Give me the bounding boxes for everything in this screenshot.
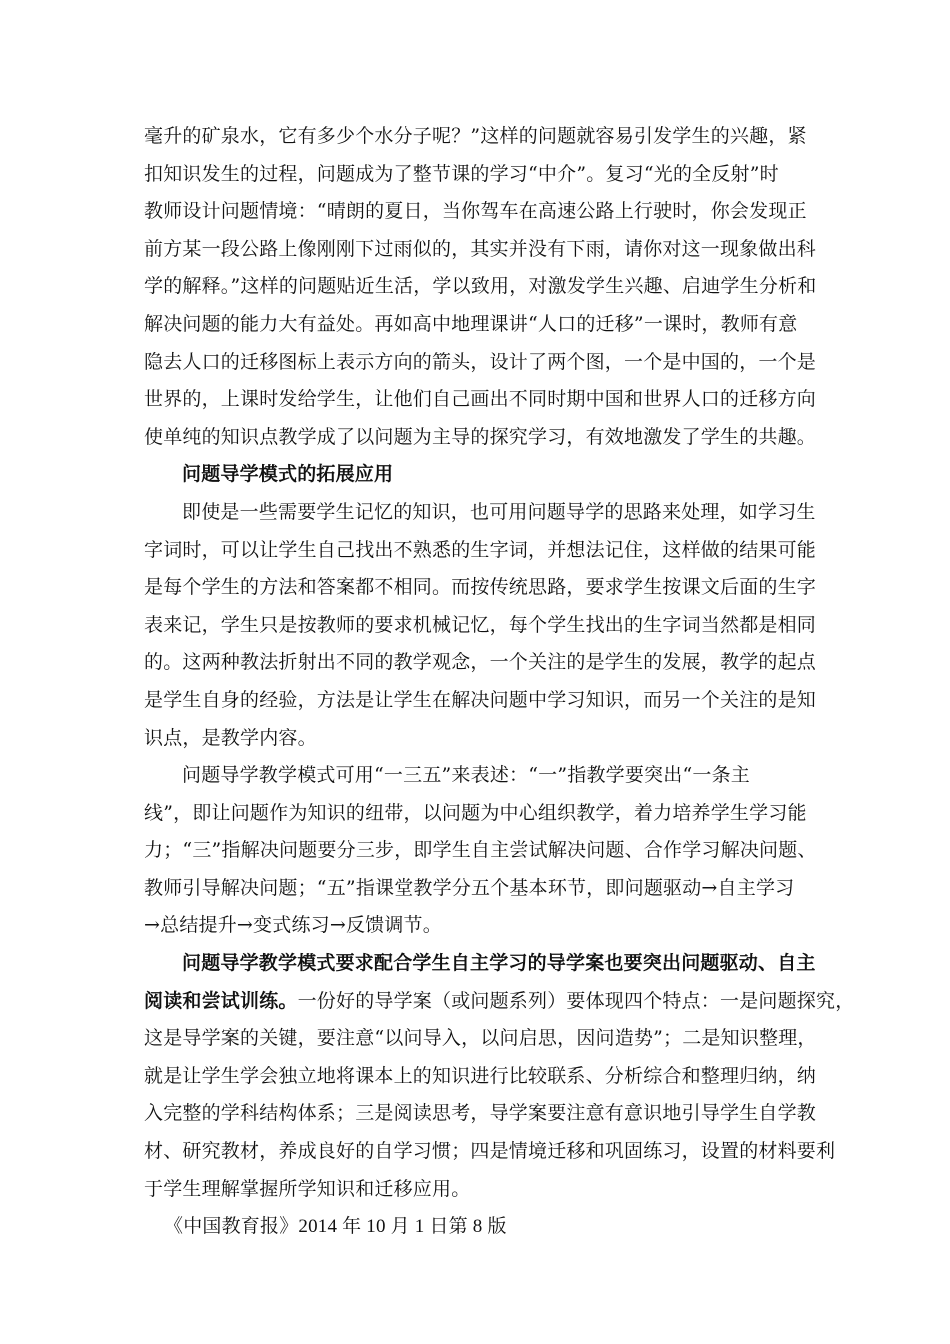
text-span: 一份好的导学案（或问题系列）要体现四个特点：一是问题探究， — [297, 989, 855, 1012]
paragraph-1 — [144, 118, 824, 456]
text-line: 字词时，可以让学生自己找出不熟悉的生字词，并想法记住，这样做的结果可能 — [144, 538, 817, 561]
text-line — [144, 983, 855, 1021]
paragraph-2 — [144, 494, 824, 757]
section-heading: 问题导学模式的拓展应用 — [182, 463, 394, 486]
text-line: 线”，即让问题作为知识的纽带，以问题为中心组织教学，着力培养学生学习能 — [144, 801, 807, 824]
text-line: 于学生理解掌握所学知识和迁移应用。 — [144, 1177, 471, 1200]
text-line: 前方某一段公路上像刚刚下过雨似的，其实并没有下雨，请你对这一现象做出科 — [144, 237, 817, 260]
text-line: 是学生自身的经验，方法是让学生在解决问题中学习知识，而另一个关注的是知 — [144, 688, 817, 711]
paragraph-3 — [144, 757, 824, 945]
source-citation: 《中国教育报》2014 年 10 月 1 日第 8 版 — [164, 1216, 507, 1238]
text-line: 材、研究教材，养成良好的自学习惯；四是情境迁移和巩固练习，设置的材料要利 — [144, 1140, 836, 1163]
text-line: 世界的，上课时发给学生，让他们自己画出不同时期中国和世界人口的迁移方向 — [144, 388, 817, 411]
document-page — [144, 118, 855, 1246]
text-line: 扣知识发生的过程，问题成为了整节课的学习“中介”。复习“光的全反射”时 — [144, 162, 779, 185]
text-line: 就是让学生学会独立地将课本上的知识进行比较联系、分析综合和整理归纳，纳 — [144, 1064, 817, 1087]
text-line: 解决问题的能力大有益处。再如高中地理课讲“人口的迁移”一课时，教师有意 — [144, 312, 798, 335]
text-line: →总结提升→变式练习→反馈调节。 — [144, 914, 442, 937]
text-line: 隐去人口的迁移图标上表示方向的箭头，设计了两个图，一个是中国的，一个是 — [144, 350, 817, 373]
text-line: 即使是一些需要学生记忆的知识，也可用问题导学的思路来处理，如学习生 — [182, 500, 816, 523]
text-line: 这是导学案的关键，要注意“以问导入，以问启思，因问造势”；二是知识整理， — [144, 1027, 817, 1050]
text-line: 教师引导解决问题；“五”指课堂教学分五个基本环节，即问题驱动→自主学习 — [144, 876, 795, 899]
paragraph-4 — [144, 945, 855, 1208]
text-line: 问题导学教学模式可用“一三五”来表述：“一”指教学要突出“一条主 — [182, 764, 750, 787]
text-line: 毫升的矿泉水，它有多少个水分子呢？”这样的问题就容易引发学生的兴趣，紧 — [144, 125, 807, 147]
text-line: 入完整的学科结构体系；三是阅读思考，导学案要注意有意识地引导学生自学教 — [144, 1102, 817, 1125]
bold-lead-text: 阅读和尝试训练。 — [144, 989, 298, 1012]
text-line: 使单纯的知识点教学成了以问题为主导的探究学习，有效地激发了学生的共趣。 — [144, 425, 817, 448]
text-line: 学的解释。”这样的问题贴近生活，学以致用，对激发学生兴趣、启迪学生分析和 — [144, 275, 817, 298]
bold-lead-line: 问题导学教学模式要求配合学生自主学习的导学案也要突出问题驱动、自主 — [182, 952, 816, 975]
text-line: 表来记，学生只是按教师的要求机械记忆，每个学生找出的生字词当然都是相同 — [144, 613, 817, 636]
text-line: 识点，是教学内容。 — [144, 726, 317, 749]
text-line: 力；“三”指解决问题要分三步，即学生自主尝试解决问题、合作学习解决问题、 — [144, 839, 817, 862]
text-line: 教师设计问题情境：“晴朗的夏日，当你驾车在高速公路上行驶时，你会发现正 — [144, 200, 807, 223]
text-line: 的。这两种教法折射出不同的教学观念，一个关注的是学生的发展，教学的起点 — [144, 651, 817, 674]
text-line: 是每个学生的方法和答案都不相同。而按传统思路，要求学生按课文后面的生字 — [144, 576, 817, 599]
